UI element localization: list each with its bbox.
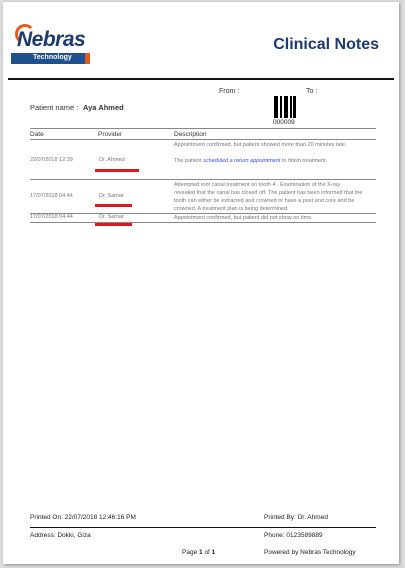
powered-by: Powered by Nebras Technology bbox=[264, 549, 356, 556]
table-row-3-date: 17/07/2018 04:44 bbox=[30, 193, 73, 199]
table-row-2-provider: Dr. Ahmed bbox=[99, 157, 125, 163]
printed-by: Printed By: Dr. Ahmed bbox=[264, 514, 328, 521]
address: Address: Dokki, Giza bbox=[30, 532, 91, 539]
table-row-4-provider: Dr. Samar bbox=[99, 214, 124, 220]
table-top-rule bbox=[30, 128, 376, 129]
provider-red-underline bbox=[95, 204, 132, 207]
provider-red-underline bbox=[95, 169, 139, 172]
logo-subtitle: Technology bbox=[33, 54, 72, 61]
table-header-rule bbox=[30, 139, 376, 140]
header-divider bbox=[8, 78, 394, 80]
table-row-4-description: Appointment confirmed, but patient did not show on time. bbox=[174, 215, 313, 221]
phone: Phone: 0123589889 bbox=[264, 532, 323, 539]
provider-red-underline bbox=[95, 223, 132, 226]
barcode-number: 000009 bbox=[273, 119, 295, 126]
page-title: Clinical Notes bbox=[273, 36, 379, 53]
table-row-4-date: 17/07/2018 04:44 bbox=[30, 214, 73, 220]
patient-name-value: Aya Ahmed bbox=[83, 103, 124, 112]
footer-divider bbox=[30, 527, 376, 528]
barcode-icon bbox=[274, 96, 296, 118]
nebras-logo bbox=[11, 16, 91, 68]
from-label: From : bbox=[219, 88, 240, 95]
table-row-3-provider: Dr. Samar bbox=[99, 193, 124, 199]
page-number: Page 1 of 1 bbox=[182, 549, 216, 556]
to-label: To : bbox=[306, 88, 318, 95]
report-page bbox=[3, 2, 399, 564]
logo-wordmark: Nebras bbox=[17, 28, 86, 51]
table-row-3-description: Attempted root canal treatment on tooth 4 . Examination of the X-ray revealed that the canal has closed off. The patient has been informed that the tooth can either be extracted and crowned or have a post and core and be crowned. A treatment plan is being determined. bbox=[174, 182, 363, 212]
table-row-2-date: 22/07/2018 12:39 bbox=[30, 157, 73, 163]
table-row-1-description: Appointment confirmed, but patient showed more than 20 minutes late. bbox=[174, 142, 347, 148]
printed-on: Printed On: 22/07/2018 12:46:16 PM bbox=[30, 514, 136, 521]
column-header-provider: Provider bbox=[98, 131, 123, 138]
table-row-rule bbox=[30, 179, 376, 180]
table-bottom-rule bbox=[30, 222, 376, 223]
column-header-description: Description bbox=[174, 131, 207, 138]
patient-name-label: Patient name : bbox=[30, 103, 79, 112]
return-appointment-link[interactable]: scheduled a return appointment bbox=[203, 158, 281, 164]
column-header-date: Date bbox=[30, 131, 44, 138]
table-row-2-description: The patient scheduled a return appointment to finish treatment. bbox=[174, 158, 328, 164]
